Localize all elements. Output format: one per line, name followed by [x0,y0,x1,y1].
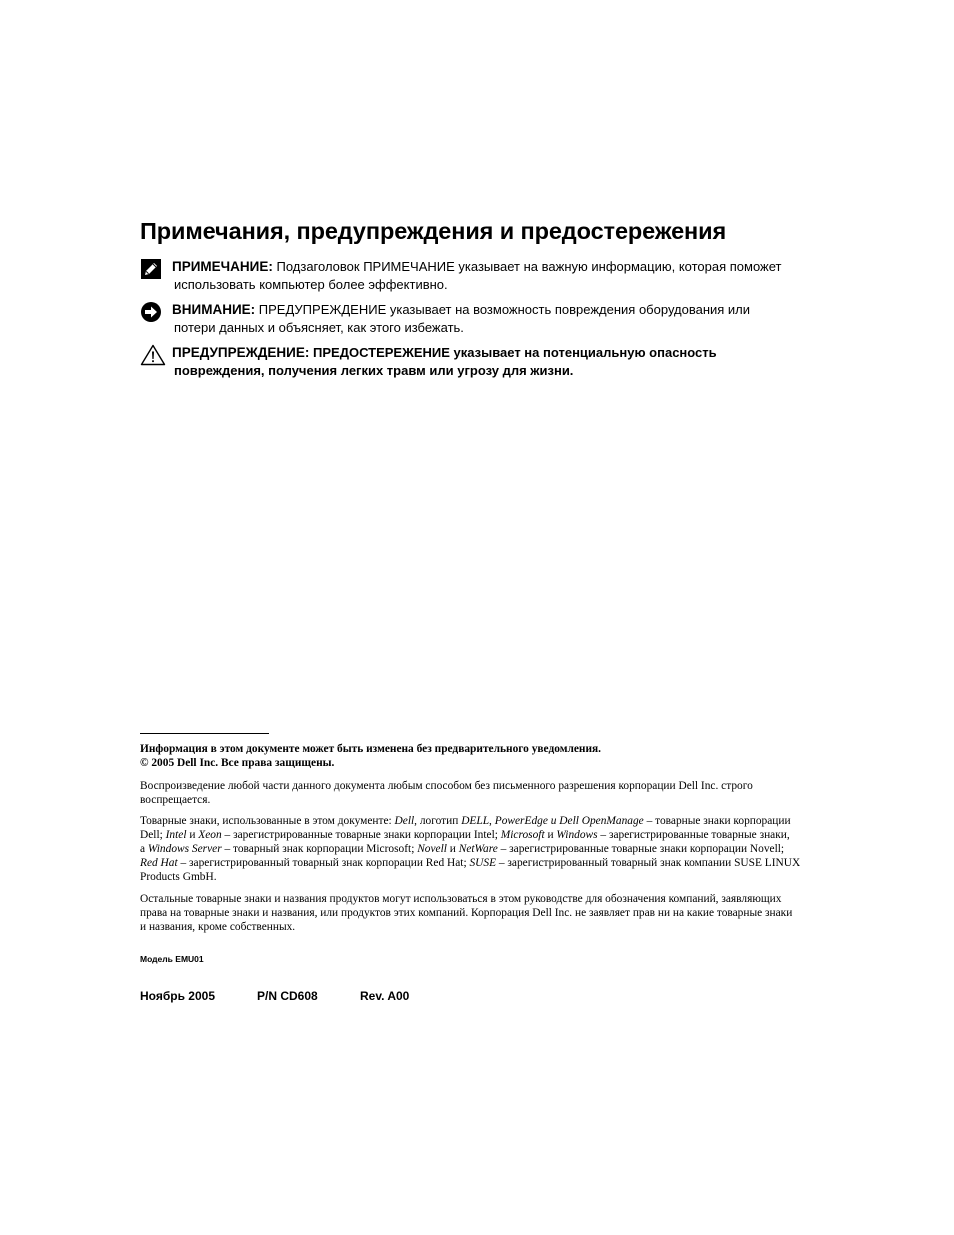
warning-block [140,344,845,380]
trademarks-notice [140,814,842,884]
footer-part-number: P/N CD608 [257,989,318,1003]
stop-arrow-icon [140,301,164,323]
other-line1: Остальные товарные знаки и названия продуктов могут использоваться в этом руководстве для обозначения компаний, заявляющих [140,893,782,905]
trademarks-line2: Dell; Intel и Xeon – зарегистрированные товарные знаки корпорации Intel; Microsoft и Windows – зарегистрированные товарные знаки, [140,829,790,841]
note-label: ПРИМЕЧАНИЕ: [172,259,273,274]
info-notice [140,742,842,770]
reproduction-notice [140,779,842,807]
trademarks-line5: Products GmbH. [140,871,217,883]
footer-date: Ноябрь 2005 [140,989,215,1003]
note-text-line1: Подзаголовок ПРИМЕЧАНИЕ указывает на важную информацию, которая поможет [276,259,782,274]
warning-triangle-icon [140,344,164,366]
trademarks-line4: Red Hat – зарегистрированный товарный знак корпорации Red Hat; SUSE – зарегистрированный товарный знак компании SUSE LINUX [140,857,801,869]
caution-text-line2: потери данных и объясняет, как этого избежать. [174,320,464,335]
pencil-note-icon [140,258,164,280]
caution-block [140,301,845,337]
other-trademarks-notice [140,892,842,934]
trademarks-line1: Товарные знаки, использованные в этом документе: Dell, логотип DELL, PowerEdge и Dell OpenManage – товарные знаки корпорации [140,815,791,827]
other-line2: права на товарные знаки и названия, или продуктов этих компаний. Корпорация Dell Inc. не заявляет прав ни на какие товарные знаки [140,907,793,919]
caution-label: ВНИМАНИЕ: [172,302,256,317]
warning-label: ПРЕДУПРЕЖДЕНИЕ: [172,345,310,360]
divider [140,733,269,734]
page-title: Примечания, предупреждения и предостережения [140,218,727,244]
caution-text-line1: ПРЕДУПРЕЖДЕНИЕ указывает на возможность повреждения оборудования или [258,302,751,317]
copyright: © 2005 Dell Inc. Все права защищены. [140,757,335,769]
note-block [140,258,845,294]
reproduction-line1: Воспроизведение любой части данного документа любым способом без письменного разрешения корпорации Dell Inc. строго [140,780,753,792]
info-line: Информация в этом документе может быть изменена без предварительного уведомления. [140,743,602,755]
footer-revision: Rev. A00 [360,989,410,1003]
other-line3: и названия, кроме собственных. [140,921,296,933]
note-text-line2: использовать компьютер более эффективно. [174,277,448,292]
trademarks-line3: а Windows Server – товарный знак корпорации Microsoft; Novell и NetWare – зарегистрированные товарные знаки корпорации Novell; [140,843,785,855]
warning-text-line1: ПРЕДОСТЕРЕЖЕНИЕ указывает на потенциальную опасность [313,345,717,360]
reproduction-line2: воспрещается. [140,794,211,806]
model-number: Модель EMU01 [140,954,204,964]
warning-text-line2: повреждения, получения легких травм или угрозу для жизни. [174,363,574,378]
